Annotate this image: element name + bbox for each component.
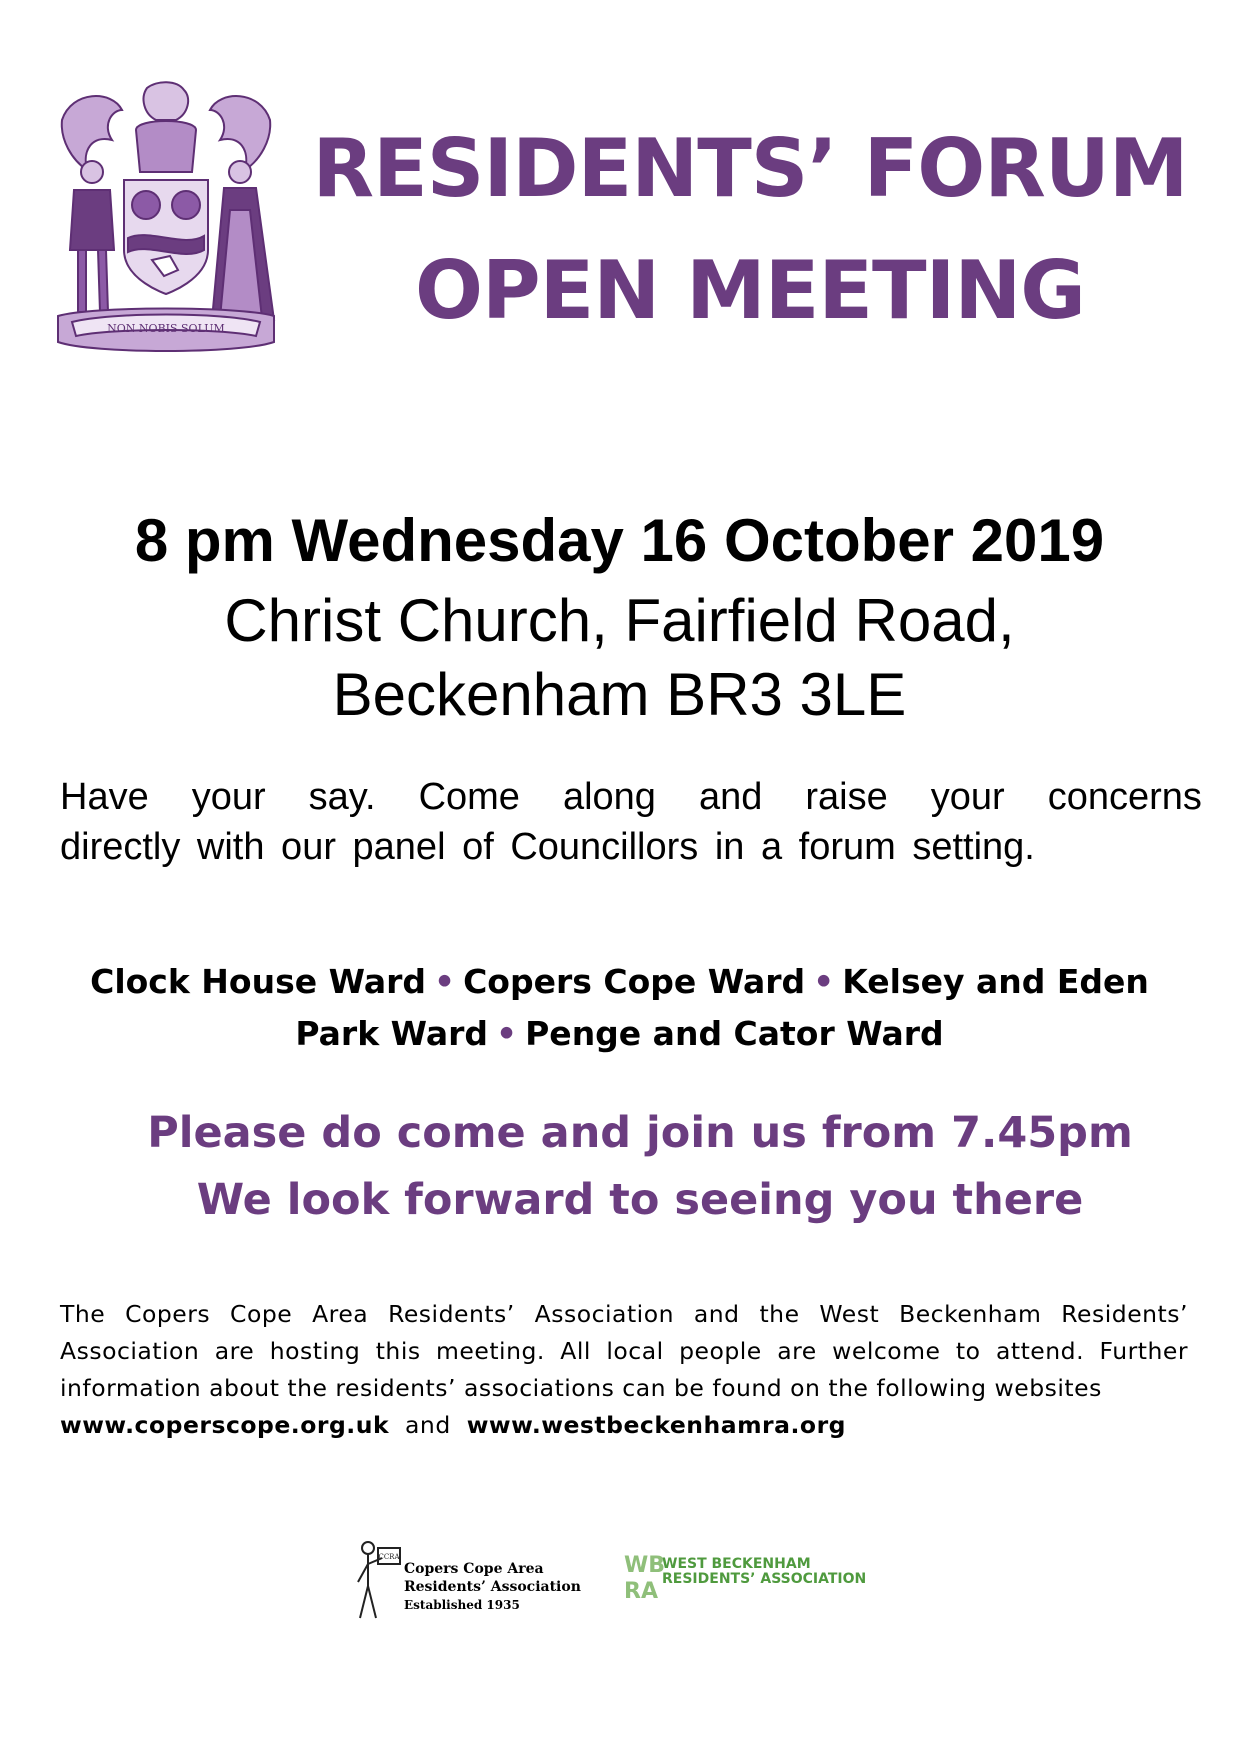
title-line-2: OPEN MEETING xyxy=(415,244,1085,337)
wbra-logo xyxy=(622,1553,867,1613)
ccra-logo xyxy=(352,1538,582,1622)
wbra-name-line-1: WEST BECKENHAM xyxy=(662,1556,811,1572)
intro-word: along xyxy=(562,776,656,818)
intro-word: say. xyxy=(308,776,376,818)
wbra-name-line-2: RESIDENTS’ ASSOCIATION xyxy=(662,1571,867,1587)
crest-motto: NON NOBIS SOLUM xyxy=(107,322,225,335)
intro-line-1 xyxy=(60,772,1202,822)
intro-line-2: directly with our panel of Councillors in a forum setting. xyxy=(60,826,1035,868)
ccra-logo-text xyxy=(404,1560,581,1614)
ward-line-1 xyxy=(0,956,1239,1008)
intro-word: concerns xyxy=(1047,776,1202,818)
event-datetime: 8 pm Wednesday 16 October 2019 xyxy=(134,507,1105,574)
ccra-line-3: Established 1935 xyxy=(404,1598,520,1612)
intro-word: raise xyxy=(805,776,888,818)
event-venue xyxy=(0,584,1239,732)
wbra-name xyxy=(662,1557,866,1587)
intro-word: Come xyxy=(418,776,520,818)
venue-line-1: Christ Church, Fairfield Road, xyxy=(224,587,1015,654)
ward-list xyxy=(0,956,1239,1060)
ccra-figure-icon xyxy=(352,1538,402,1622)
bullet-separator: • xyxy=(434,962,456,1001)
bullet-separator: • xyxy=(496,1014,518,1053)
borough-crest-logo xyxy=(52,80,280,370)
ccra-badge-text: CCRA xyxy=(378,1553,400,1561)
website-link-westbeckenham[interactable]: www.westbeckenhamra.org xyxy=(466,1411,846,1439)
about-text: The Copers Cope Area Residents’ Association and the West Beckenham Residents’ Association are hosting this meeting. All local people are welcome to attend. Further information about the residents’ associations can be found on the following websites xyxy=(60,1300,1188,1402)
website-link-coperscope[interactable]: www.coperscope.org.uk xyxy=(60,1411,390,1439)
page-title xyxy=(300,108,1200,352)
wbra-monogram-top: WB xyxy=(624,1553,666,1578)
ward-clock-house: Clock House Ward xyxy=(90,962,426,1001)
invitation xyxy=(40,1100,1239,1234)
intro-word: your xyxy=(930,776,1005,818)
intro-word: Have xyxy=(60,776,149,818)
venue-line-2: Beckenham BR3 3LE xyxy=(332,661,907,728)
ward-penge-cator: Penge and Cator Ward xyxy=(525,1014,944,1053)
wbra-monogram xyxy=(624,1553,666,1611)
intro-word: and xyxy=(698,776,763,818)
ward-copers-cope: Copers Cope Ward xyxy=(463,962,806,1001)
bullet-separator: • xyxy=(813,962,835,1001)
intro-word: your xyxy=(191,776,266,818)
wbra-monogram-bottom: RA xyxy=(624,1579,658,1604)
ward-kelsey-eden-part1: Kelsey and Eden xyxy=(842,962,1149,1001)
intro-paragraph xyxy=(60,772,1202,872)
ccra-line-1: Copers Cope Area xyxy=(404,1561,544,1577)
ward-line-2 xyxy=(0,1008,1239,1060)
ccra-line-2: Residents’ Association xyxy=(404,1579,581,1595)
invite-line-2: We look forward to seeing you there xyxy=(196,1175,1084,1225)
invite-line-1: Please do come and join us from 7.45pm xyxy=(147,1108,1133,1158)
about-joiner: and xyxy=(405,1411,451,1439)
about-paragraph xyxy=(60,1296,1188,1444)
ward-kelsey-eden-part2: Park Ward xyxy=(295,1014,489,1053)
title-line-1: RESIDENTS’ FORUM xyxy=(312,122,1188,215)
